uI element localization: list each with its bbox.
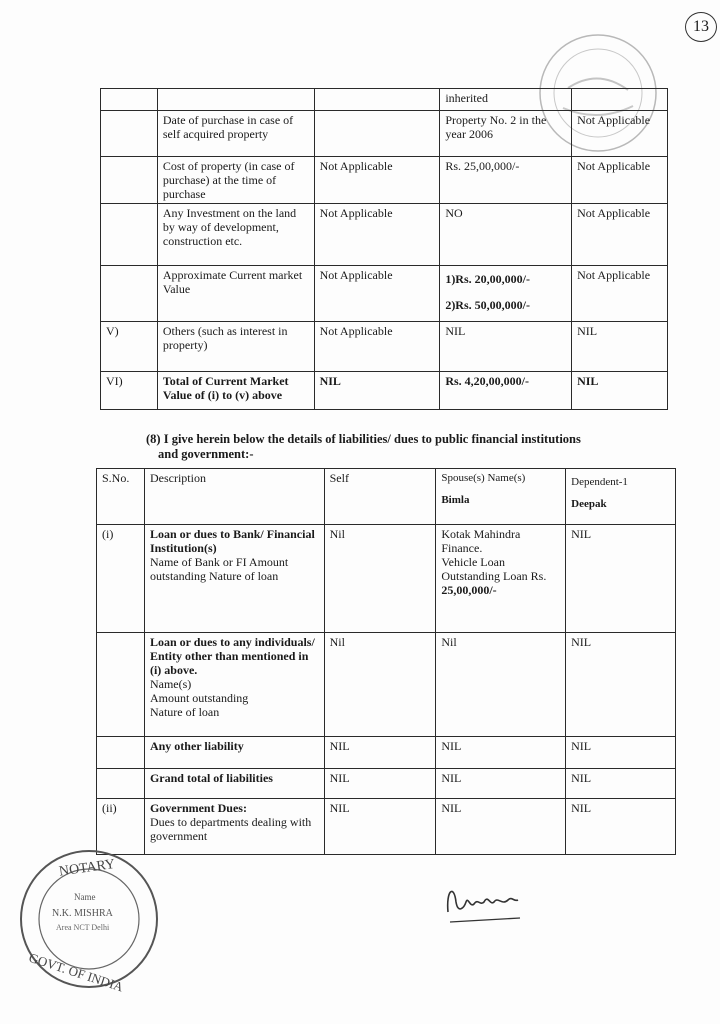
table-cell: [144, 799, 324, 855]
section-heading: [146, 432, 666, 462]
desc-bold: Loan or dues to any individuals/ Entity other than mentioned in (i) above.: [149, 635, 315, 677]
table-cell: [440, 266, 572, 322]
table-row: [101, 157, 668, 204]
table-cell: (ii): [97, 799, 145, 855]
table-cell: NIL: [436, 737, 566, 769]
spouse-line: Kotak Mahindra Finance.: [441, 527, 521, 555]
table-cell: NIL: [436, 799, 566, 855]
table-cell: Rs. 4,20,00,000/-: [440, 372, 572, 410]
header-description: Description: [144, 469, 324, 525]
heading-line: (8) I give herein below the details of liabilities/ dues to public financial institutions: [146, 432, 581, 446]
table-cell: NIL: [324, 799, 436, 855]
table-row: [97, 737, 676, 769]
table-cell: NIL: [566, 525, 676, 633]
table-cell: Approximate Current market Value: [157, 266, 314, 322]
table-cell: Others (such as interest in property): [157, 322, 314, 372]
table-cell: [314, 89, 440, 111]
header-sno: S.No.: [97, 469, 145, 525]
page-number: 13: [685, 12, 717, 42]
table-header-row: [97, 469, 676, 525]
table-cell: Rs. 25,00,000/-: [440, 157, 572, 204]
table-cell: [144, 525, 324, 633]
svg-text:Area NCT Delhi: Area NCT Delhi: [56, 923, 110, 932]
table-cell: [101, 157, 158, 204]
svg-text:N.K. MISHRA: N.K. MISHRA: [52, 908, 113, 919]
table-cell: NIL: [440, 322, 572, 372]
table-cell: Any other liability: [144, 737, 324, 769]
table-cell: NIL: [324, 769, 436, 799]
spouse-name: Bimla: [441, 494, 470, 506]
table-cell: [436, 525, 566, 633]
table-cell: Not Applicable: [572, 111, 668, 157]
dependent-name: Deepak: [571, 498, 607, 510]
signature: [440, 872, 530, 932]
table-cell: Not Applicable: [314, 322, 440, 372]
desc-text: Amount outstanding: [149, 691, 249, 705]
table-cell: Nil: [324, 633, 436, 737]
table-row: [101, 372, 668, 410]
table-cell: NIL: [566, 633, 676, 737]
table-row: [97, 799, 676, 855]
value-line: 1)Rs. 20,00,000/-: [445, 272, 530, 286]
table-cell: [97, 769, 145, 799]
spouse-label: Spouse(s) Name(s): [441, 472, 526, 484]
table-cell: Property No. 2 in the year 2006: [440, 111, 572, 157]
table-cell: VI): [101, 372, 158, 410]
desc-text: Name of Bank or FI Amount outstanding Nature of loan: [149, 555, 289, 583]
table-cell: NO: [440, 204, 572, 266]
table-row: [97, 633, 676, 737]
table-row: [101, 111, 668, 157]
liabilities-table: [96, 468, 676, 855]
table-cell: [97, 633, 145, 737]
table-cell: inherited: [440, 89, 572, 111]
table-cell: [157, 89, 314, 111]
desc-bold: Loan or dues to Bank/ Financial Institution(s): [149, 527, 315, 555]
table-cell: Nil: [324, 525, 436, 633]
svg-text:NOTARY: NOTARY: [58, 856, 117, 880]
header-self: Self: [324, 469, 436, 525]
table-cell: NIL: [572, 322, 668, 372]
header-dependent: [566, 469, 676, 525]
spouse-line: Vehicle Loan Outstanding Loan Rs.: [441, 555, 547, 583]
table-cell: [101, 204, 158, 266]
table-cell: Not Applicable: [572, 266, 668, 322]
table-cell: NIL: [324, 737, 436, 769]
table-cell: Date of purchase in case of self acquired property: [157, 111, 314, 157]
table-row: [97, 525, 676, 633]
spouse-line: 25,00,000/-: [441, 583, 497, 597]
table-cell: NIL: [566, 799, 676, 855]
table-cell: Grand total of liabilities: [144, 769, 324, 799]
table-cell: Any Investment on the land by way of development, construction etc.: [157, 204, 314, 266]
table-row: [97, 769, 676, 799]
table-cell: [101, 266, 158, 322]
table-cell: Not Applicable: [314, 157, 440, 204]
table-cell: [572, 89, 668, 111]
table-cell: (i): [97, 525, 145, 633]
table-cell: Not Applicable: [572, 157, 668, 204]
table-cell: NIL: [572, 372, 668, 410]
table-cell: NIL: [314, 372, 440, 410]
table-cell: Total of Current Market Value of (i) to (v) above: [157, 372, 314, 410]
table-cell: Cost of property (in case of purchase) at the time of purchase: [157, 157, 314, 204]
table-cell: [314, 111, 440, 157]
table-row: [101, 89, 668, 111]
table-row: [101, 204, 668, 266]
table-cell: NIL: [566, 769, 676, 799]
table-cell: NIL: [566, 737, 676, 769]
table-cell: [97, 737, 145, 769]
table-cell: Not Applicable: [572, 204, 668, 266]
table-cell: [101, 111, 158, 157]
notary-seal: [14, 844, 164, 994]
table-cell: Not Applicable: [314, 266, 440, 322]
svg-text:Name: Name: [74, 892, 96, 902]
value-line: 2)Rs. 50,00,000/-: [445, 298, 530, 312]
assets-table: [100, 88, 668, 410]
header-spouse: [436, 469, 566, 525]
desc-bold: Government Dues:: [149, 801, 247, 815]
table-row: [101, 322, 668, 372]
desc-text: Name(s): [149, 677, 192, 691]
table-cell: [101, 89, 158, 111]
table-cell: Not Applicable: [314, 204, 440, 266]
table-cell: NIL: [436, 769, 566, 799]
desc-text: Nature of loan: [149, 705, 220, 719]
table-cell: Nil: [436, 633, 566, 737]
desc-text: Dues to departments dealing with government: [149, 815, 312, 843]
svg-text:GOVT. OF INDIA: GOVT. OF INDIA: [27, 949, 126, 994]
heading-line: and government:-: [158, 447, 254, 461]
table-row: [101, 266, 668, 322]
table-cell: [144, 633, 324, 737]
dependent-label: Dependent-1: [571, 476, 628, 488]
table-cell: V): [101, 322, 158, 372]
